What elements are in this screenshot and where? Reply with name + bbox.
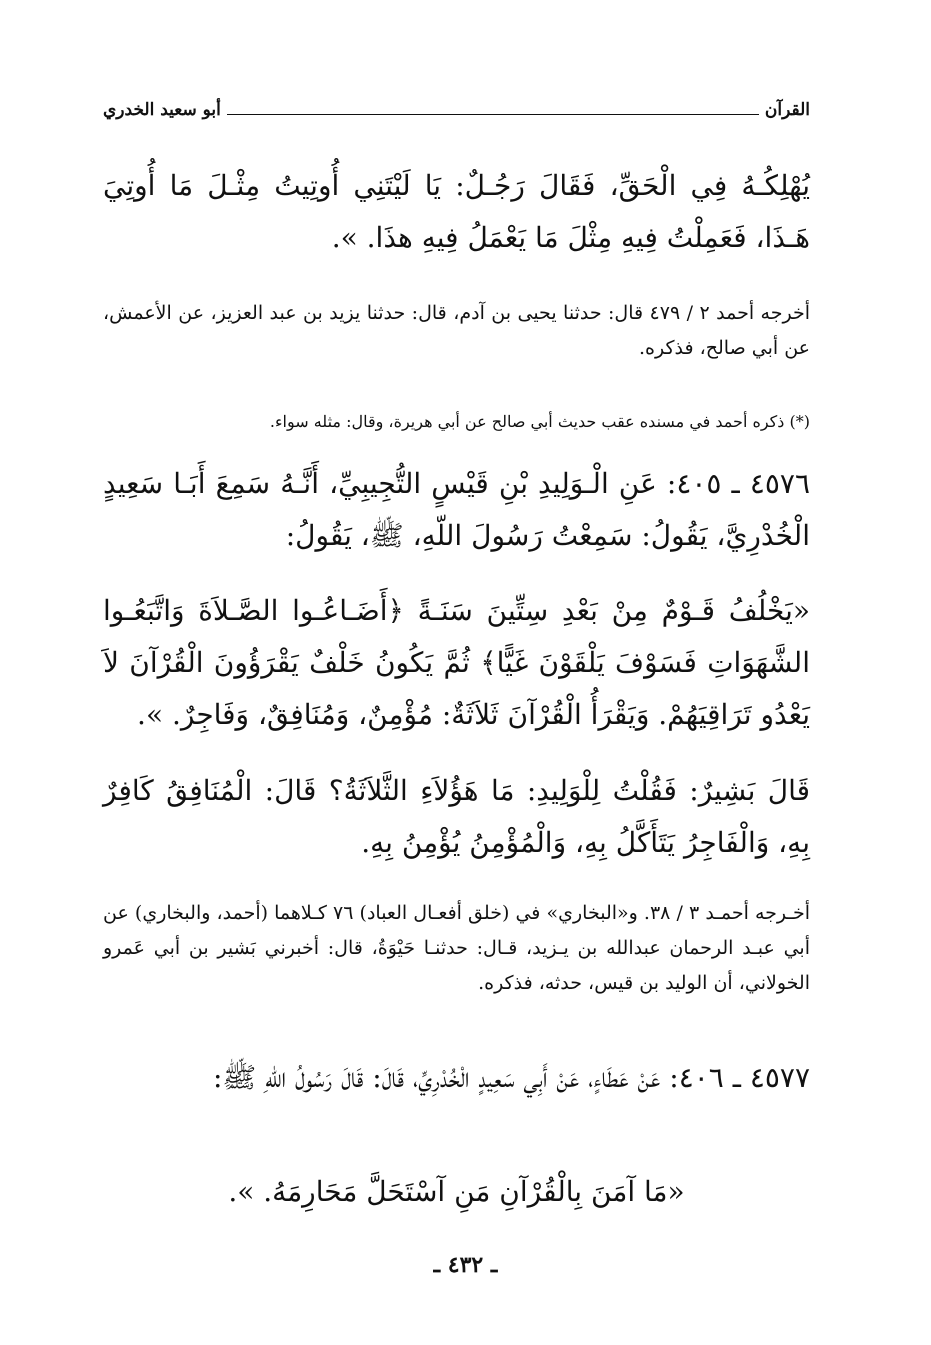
page-number: ـ ٤٣٢ ـ: [433, 1252, 498, 1278]
hadith-4576-bashir-question: قَالَ بَشِيرٌ: فَقُلْتُ لِلْوَلِيدِ: مَا هَؤُلاَءِ الثَّلاَثَةُ؟ قَالَ: الْمُنَافِقُ كَافِرٌ بِهِ، وَالْفَاجِرُ يَتَأَكَّلُ بِهِ، وَالْمُؤْمِنُ يُؤْمِنُ بِهِ.: [103, 774, 810, 859]
hadith-4576-matn: «يَخْلُفُ قَـوْمٌ مِنْ بَعْدِ سِتِّينَ سَنَـةً ﴿أَضَـاعُـوا الصَّـلاَةَ وَاتَّبَعُـوا الشَّهَوَاتِ فَسَوْفَ يَلْقَوْنَ غَيًّا﴾ ثُمَّ يَكُونُ خَلْفٌ يَقْرَؤُونَ الْقُرْآنَ لاَ يَعْدُو تَرَاقِيَهُمْ. وَيَقْرَأُ الْقُرْآنَ ثَلاَثَةٌ: مُؤْمِنٌ، وَمُنَافِقٌ، وَفَاجِرٌ. ».: [103, 594, 810, 731]
paragraph-continuation: يُهْلِكُـهُ فِي الْحَقِّ، فَقَالَ رَجُـلٌ: يَا لَيْتَنِي أُوتِيتُ مِثْـلَ مَا أُوتِيَ هَـذَا، فَعَمِلْتُ فِيهِ مِثْلَ مَا يَعْمَلُ فِيهِ هذَا. ».: [103, 169, 810, 254]
header-companion-title: أبو سعيد الخدري: [103, 100, 221, 120]
hadith-4576-isnad: ٤٥٧٦ ـ ٤٠٥: عَنِ الْـوَلِيدِ بْنِ قَيْسٍ التُّجِيبِيِّ، أَنَّـهُ سَمِعَ أَبَـا سَعِيدٍ الْخُدْرِيَّ، يَقُولُ: سَمِعْتُ رَسُولَ اللّهِ، ﷺ، يَقُولُ:: [103, 467, 810, 552]
footnote-takhrij-2: أخـرجه أحمـد ٣ / ٣٨. و«البخاري» في (خلق أفعـال العباد) ٧٦ كـلاهما (أحمد، والبخاري) عن أبي عبـد الرحمان عبدالله بن يـزيد، قـال: حدثنـا حَيْوَةُ، قال: أخبرني بَشير بن أبي عَمرو الخولاني، أن الوليد بن قيس، حدثه، فذكره.: [103, 902, 811, 994]
footnote-asterisk-note: (*) ذكره أحمد في مسنده عقب حديث أبي صالح عن أبي هريرة، وقال: مثله سواء.: [269, 412, 810, 431]
hadith-4577-isnad: ٤٥٧٧ ـ ٤٠٦: عَنْ عَطَاءٍ، عَنْ أَبِي سَعِيدٍ الْخُدْرِيِّ، قَالَ: قَالَ رَسُولُ اللّهِ ﷺ:: [212, 1061, 810, 1094]
footnote-takhrij-1: أخرجه أحمد ٢ / ٤٧٩ قال: حدثنا يحيى بن آدم، قال: حدثنا يزيد بن عبد العزيز، عن الأعمش، عن أبي صالح، فذكره.: [103, 302, 810, 359]
header-chapter-title: القرآن: [764, 100, 810, 120]
header-rule: [227, 114, 759, 115]
running-header: [103, 90, 810, 120]
hadith-4577-matn: «مَا آمَنَ بِالْقُرْآنِ مَنِ آسْتَحَلَّ مَحَارِمَهُ. ».: [228, 1175, 685, 1208]
